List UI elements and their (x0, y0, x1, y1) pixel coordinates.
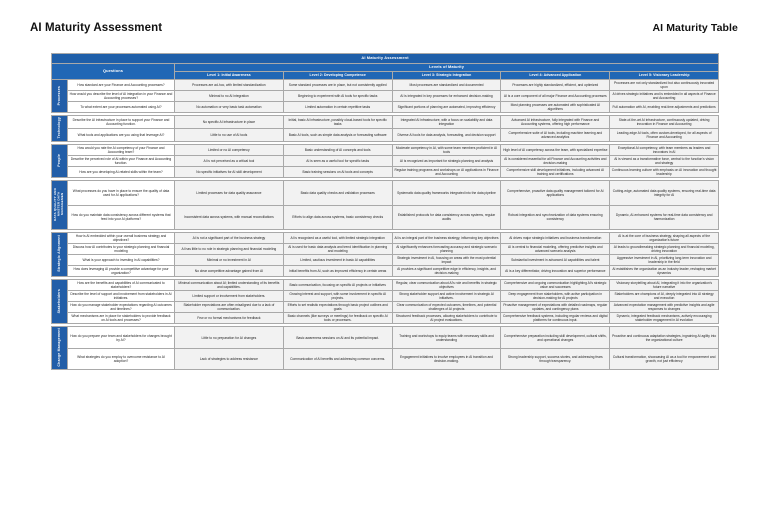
question-cell: What mechanisms are in place for stakeholders to provide feedback on AI tools and processes? (68, 313, 175, 324)
level-5-cell: AI is viewed as a transformative force, central to the function's vision and strategy (610, 156, 719, 167)
level-3-cell: Systematic data quality frameworks integrated into the data pipeline (392, 181, 501, 205)
table-row (52, 327, 719, 348)
table-row (52, 80, 719, 91)
table-row (52, 243, 719, 254)
ai-maturity-table (51, 53, 719, 370)
level-4-cell: AI is a core component of all major Finance and Accounting processes (501, 91, 610, 102)
level-1-cell: No specific initiatives for AI skill development (175, 167, 284, 178)
level-1-cell: Little to no use of AI tools (175, 129, 284, 142)
table-title-row (52, 54, 719, 64)
level-5-cell: Visionary storytelling about AI, integrating it into the organization's future narrative (610, 280, 719, 291)
level-5-cell: AI is at the core of business strategy, shaping all aspects of the organization's future (610, 232, 719, 243)
level-1-cell: AI is not a significant part of the business strategy (175, 232, 284, 243)
question-cell: Describe the AI infrastructure in place to support your Finance and Accounting function. (68, 116, 175, 129)
level-1-cell: Little to no preparation for AI changes (175, 327, 284, 348)
category-label-text: Technology (57, 117, 62, 139)
level-1-cell: Limited support or involvement from stakeholders. (175, 291, 284, 302)
level-4-cell: Most planning processes are automated with sophisticated AI algorithms (501, 102, 610, 113)
level-1-header: Level 1: Initial Awareness (175, 72, 284, 80)
level-2-cell: AI is recognized as a useful tool, with limited strategic integration (283, 232, 392, 243)
level-2-cell: Beginning to experiment with AI tools for specific tasks (283, 91, 392, 102)
question-cell: How does leveraging AI provide a competitive advantage for your organization? (68, 265, 175, 276)
level-1-cell: No automation or very basic task automation (175, 102, 284, 113)
category-label-text: Change Management (57, 328, 62, 368)
level-3-cell: AI significantly enhances forecasting accuracy and strategic scenario planning (392, 243, 501, 254)
level-5-cell: Stakeholders are champions of AI, deeply integrated into AI strategy and execution (610, 291, 719, 302)
question-cell: How would you rate the AI competency of your Finance and Accounting team? (68, 145, 175, 156)
level-4-cell: AI is considered essential for all Finance and Accounting activities and decision-making (501, 156, 610, 167)
level-5-cell: Advanced expectation management with predictive insights and agile responses to changes (610, 302, 719, 313)
level-2-header: Level 2: Developing Competence (283, 72, 392, 80)
table-row (52, 265, 719, 276)
level-3-cell: Structured feedback processes, allowing stakeholders to contribute to AI project evaluations. (392, 313, 501, 324)
question-cell: To what extent are your processes automated using AI? (68, 102, 175, 113)
question-cell: How do you manage stakeholder expectations regarding AI outcomes and timelines? (68, 302, 175, 313)
level-4-cell: AI drives major strategic initiatives and business transformation (501, 232, 610, 243)
level-3-cell: Established protocols for data consistency across systems, regular audits (392, 205, 501, 229)
level-2-cell: Basic awareness sessions on AI and its potential impact. (283, 327, 392, 348)
level-1-cell: Inconsistent data across systems, with manual reconciliations (175, 205, 284, 229)
level-5-cell: Dynamic, AI-enhanced systems for real-time data consistency and harmonization (610, 205, 719, 229)
table-row (52, 291, 719, 302)
level-3-cell: AI is integrated in key processes for enhanced decision-making (392, 91, 501, 102)
level-3-cell: AI is an integral part of the business strategy, influencing key objectives (392, 232, 501, 243)
question-cell: How do you maintain data consistency across different systems that feed into your AI platforms? (68, 205, 175, 229)
level-1-cell: Lack of strategies to address resistance (175, 348, 284, 369)
level-1-cell: Minimal communication about AI; limited understanding of its benefits and capabilities. (175, 280, 284, 291)
level-4-cell: Proactive management of expectations with detailed roadmaps, regular updates, and contingency plans (501, 302, 610, 313)
level-2-cell: Some standard processes are in place, but not consistently applied (283, 80, 392, 91)
level-5-cell: Cultural transformation, showcasing AI as a tool for empowerment and growth, not just efficiency (610, 348, 719, 369)
level-5-cell: Cutting-edge, automated data quality systems, ensuring real-time data integrity for AI (610, 181, 719, 205)
question-cell: Discuss how AI contributes to your strategic planning and financial modeling (68, 243, 175, 254)
questions-column-header: Questions (52, 64, 175, 80)
level-5-cell: AI leads to groundbreaking strategic planning and financial modeling, driving innovation (610, 243, 719, 254)
level-2-cell: Initial, basic AI infrastructure, possibly cloud-based tools for specific tasks (283, 116, 392, 129)
level-3-cell: Clear communication of expected outcomes, timelines, and potential challenges of AI projects (392, 302, 501, 313)
level-5-cell: Proactive and continuous adaptation strategies, ingraining AI agility into the organizational culture (610, 327, 719, 348)
category-label-processes (52, 80, 68, 113)
level-3-cell: Integrated AI infrastructure, with a focus on scalability and data integration (392, 116, 501, 129)
level-2-cell: Basic communication, focusing on specific AI projects or initiatives (283, 280, 392, 291)
table-head (52, 54, 719, 80)
level-5-cell: Aggressive investment in AI, prioritizing long-term innovation and leadership in the field (610, 254, 719, 265)
table-row (52, 91, 719, 102)
level-3-cell: Regular training programs and workshops on AI applications in Finance and Accounting (392, 167, 501, 178)
question-cell: How standard are your Finance and Accounting processes? (68, 80, 175, 91)
level-4-cell: Deep engagement from stakeholders, with active participation in decision-making for AI projects (501, 291, 610, 302)
level-4-cell: Processes are highly standardized, efficient, and optimized (501, 80, 610, 91)
level-4-cell: AI is a key differentiator, driving innovation and superior performance (501, 265, 610, 276)
question-cell: How are you developing AI-related skills within the team? (68, 167, 175, 178)
level-3-cell: AI is recognized as important for strategic planning and analysis (392, 156, 501, 167)
level-2-cell: Basic data quality checks and validation processes (283, 181, 392, 205)
table-row (52, 232, 719, 243)
level-1-cell: Limited processes for data quality assurance (175, 181, 284, 205)
level-1-cell: Minimal to no AI integration (175, 91, 284, 102)
table-row (52, 129, 719, 142)
level-1-cell: Minimal or no investment in AI (175, 254, 284, 265)
level-2-cell: Efforts to align data across systems, basic consistency checks (283, 205, 392, 229)
level-5-cell: Leading-edge AI tools, often custom-developed, for all aspects of Finance and Accounting (610, 129, 719, 142)
level-2-cell: AI is seen as a useful tool for specific tasks (283, 156, 392, 167)
level-4-cell: Comprehensive feedback systems, including regular reviews and digital platforms for continuous input. (501, 313, 610, 324)
level-3-header: Level 3: Strategic Integration (392, 72, 501, 80)
level-3-cell: AI provides a significant competitive edge in efficiency, insights, and decision-making (392, 265, 501, 276)
level-5-header: Level 5: Visionary Leadership (610, 72, 719, 80)
level-4-cell: Robust integration and synchronization of data systems ensuring consistency (501, 205, 610, 229)
category-label-data-quality-and-master-data-managemen (52, 181, 68, 229)
level-4-cell: Comprehensive and ongoing communication highlighting AI's strategic value and successes (501, 280, 610, 291)
level-2-cell: Growing interest and support, with some involvement in specific AI projects. (283, 291, 392, 302)
category-label-text: Stakeholders (57, 288, 62, 314)
question-cell: How are the benefits and capabilities of AI communicated to stakeholders? (68, 280, 175, 291)
category-label-strategic-alignment (52, 232, 68, 276)
level-2-cell: Basic AI tools, such as simple data analysis or forecasting software (283, 129, 392, 142)
level-4-cell: Comprehensive skill development initiatives, including advanced AI training and certifications (501, 167, 610, 178)
level-1-cell: No specific AI infrastructure in place (175, 116, 284, 129)
level-3-cell: Strong stakeholder support and active involvement in strategic AI initiatives. (392, 291, 501, 302)
level-5-cell: AI drives strategic initiatives and is embedded in all aspects of Finance and Accounting (610, 91, 719, 102)
level-3-cell: Diverse AI tools for data analysis, forecasting, and decision support (392, 129, 501, 142)
level-3-cell: Moderate competency in AI, with some team members proficient in AI tools (392, 145, 501, 156)
level-4-cell: High level of AI competency across the team, with specialized expertise (501, 145, 610, 156)
table-row (52, 167, 719, 178)
table-row (52, 145, 719, 156)
level-1-cell: No clear competitive advantage gained from AI (175, 265, 284, 276)
table-row (52, 280, 719, 291)
level-4-cell: Comprehensive preparation including skill development, cultural shifts, and operational changes (501, 327, 610, 348)
level-2-cell: Basic training sessions on AI tools and concepts (283, 167, 392, 178)
table-row (52, 181, 719, 205)
level-1-cell: Limited or no AI competency (175, 145, 284, 156)
level-5-cell: Dynamic, integrated feedback mechanisms, actively encouraging stakeholder engagement in AI evolution (610, 313, 719, 324)
level-2-cell: Basic channels (like surveys or meetings) for feedback on specific AI tools or processes. (283, 313, 392, 324)
level-1-cell: AI has little to no role in strategic planning and financial modeling (175, 243, 284, 254)
question-cell: How is AI embedded within your overall business strategy and objectives? (68, 232, 175, 243)
level-4-cell: Strong leadership support, success stories, and addressing fears through transparency. (501, 348, 610, 369)
page-subtitle: AI Maturity Table (652, 22, 738, 34)
question-cell: Describe the perceived role of AI within your Finance and Accounting function. (68, 156, 175, 167)
level-2-cell: AI is used for basic data analysis and trend identification in planning and modeling (283, 243, 392, 254)
level-5-cell: Full automation with AI, enabling real-time adjustments and predictions (610, 102, 719, 113)
table-row (52, 348, 719, 369)
question-cell: How do you prepare your team and stakeholders for changes brought by AI? (68, 327, 175, 348)
level-3-cell: Most processes are standardized and documented (392, 80, 501, 91)
level-2-cell: Efforts to set realistic expectations through basic project outlines and goals (283, 302, 392, 313)
level-2-cell: Basic understanding of AI concepts and tools (283, 145, 392, 156)
level-2-cell: Communication of AI benefits and addressing common concerns. (283, 348, 392, 369)
level-4-cell: Substantial investment in advanced AI capabilities and talent (501, 254, 610, 265)
level-5-cell: Continuous learning culture with emphasis on AI innovation and thought leadership (610, 167, 719, 178)
level-2-cell: Limited, cautious investment in basic AI capabilities (283, 254, 392, 265)
level-1-cell: Few or no formal mechanisms for feedback (175, 313, 284, 324)
table-row (52, 205, 719, 229)
level-4-header: Level 4: Advanced Application (501, 72, 610, 80)
category-label-text: Processes (57, 85, 62, 106)
question-cell: How would you describe the level of AI integration in your Finance and Accounting processes? (68, 91, 175, 102)
level-3-cell: Significant portions of planning are automated, improving efficiency (392, 102, 501, 113)
table-row (52, 254, 719, 265)
question-cell: What strategies do you employ to overcome resistance to AI adoption? (68, 348, 175, 369)
level-5-cell: State-of-the-art AI infrastructure, continuously updated, driving innovation in Finance and Accounting (610, 116, 719, 129)
level-4-cell: AI is central to financial modeling, offering predictive insights and advanced scenario analysis (501, 243, 610, 254)
level-5-cell: Processes are not only standardized but also continuously innovated upon (610, 80, 719, 91)
category-label-technology (52, 116, 68, 142)
level-4-cell: Comprehensive suite of AI tools, including machine learning and advanced analytics (501, 129, 610, 142)
category-label-text: People (57, 154, 62, 167)
page-title: AI Maturity Assessment (30, 22, 163, 34)
level-5-cell: Exceptional AI competency, with team members as leaders and innovators in AI (610, 145, 719, 156)
level-4-cell: Comprehensive, proactive data quality management tailored for AI applications (501, 181, 610, 205)
level-3-cell: Training and workshops to equip teams with necessary skills and understanding (392, 327, 501, 348)
level-2-cell: Initial benefits from AI, such as improved efficiency in certain areas (283, 265, 392, 276)
category-label-text: DATA QUALITY AND MASTER DATA MANAGEMEN (53, 187, 65, 221)
table-row (52, 313, 719, 324)
maturity-table-container (51, 53, 718, 370)
level-3-cell: Regular, clear communication about AI's role and benefits in strategic objectives (392, 280, 501, 291)
document-header (0, 18, 768, 38)
question-cell: Describe the level of support and involvement from stakeholders in AI initiatives. (68, 291, 175, 302)
level-1-cell: Processes are ad-hoc, with limited standardization (175, 80, 284, 91)
category-label-change-management (52, 327, 68, 370)
table-body (52, 80, 719, 370)
table-group-header-row (52, 64, 719, 72)
level-5-cell: AI establishes the organization as an industry leader, reshaping market dynamics (610, 265, 719, 276)
level-1-cell: Stakeholder expectations are often misaligned due to a lack of communication. (175, 302, 284, 313)
level-2-cell: Limited automation in certain repetitive tasks (283, 102, 392, 113)
level-4-cell: Advanced AI infrastructure, fully integrated with Finance and Accounting systems, offering high performance (501, 116, 610, 129)
question-cell: What tools and applications are you using that leverage AI? (68, 129, 175, 142)
level-3-cell: Strategic investment in AI, focusing on areas with the most potential impact (392, 254, 501, 265)
levels-group-header: Levels of Maturity (175, 64, 719, 72)
category-label-people (52, 145, 68, 178)
table-row (52, 156, 719, 167)
level-3-cell: Engagement initiatives to involve employees in AI transition and decision-making. (392, 348, 501, 369)
table-row (52, 116, 719, 129)
question-cell: What processes do you have in place to ensure the quality of data used for AI applications? (68, 181, 175, 205)
category-label-text: Strategic Alignment (57, 235, 62, 273)
category-label-stakeholders (52, 280, 68, 324)
level-1-cell: AI is not perceived as a critical tool (175, 156, 284, 167)
table-title: AI Maturity Assessment (52, 54, 719, 64)
table-row (52, 102, 719, 113)
question-cell: What is your approach to investing in AI capabilities? (68, 254, 175, 265)
table-row (52, 302, 719, 313)
